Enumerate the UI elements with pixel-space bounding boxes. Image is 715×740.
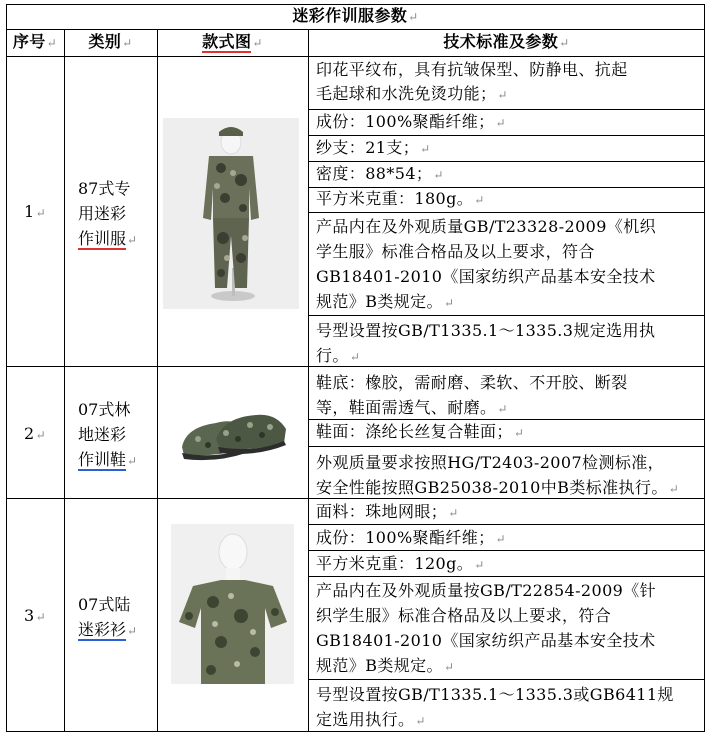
header-row-divider bbox=[6, 56, 705, 57]
row2-spec-2: 鞋面：涤纶长丝复合鞋面；↵ bbox=[316, 422, 525, 441]
col-divider bbox=[157, 29, 158, 732]
row2-spec-1: 鞋底：橡胶，需耐磨、柔软、不开胶、断裂 等，鞋面需透气、耐磨。↵ bbox=[316, 373, 628, 417]
spec-table bbox=[6, 4, 705, 732]
spec-divider bbox=[308, 212, 705, 213]
row1-spec-2: 成份：100%聚酯纤维；↵ bbox=[316, 112, 507, 131]
camo-uniform-photo bbox=[163, 118, 299, 309]
row3-spec-5: 号型设置按GB/T1335.1～1335.3或GB6411规 定选用执行。↵ bbox=[316, 685, 674, 729]
table-title: 迷彩作训服参数↵ bbox=[292, 6, 419, 25]
row1-spec-4: 密度：88*54；↵ bbox=[316, 164, 444, 183]
table-border-right bbox=[704, 4, 705, 732]
row1-spec-1: 印花平纹布，具有抗皱保型、防静电、抗起 毛起球和水洗免烫功能；↵ bbox=[316, 60, 628, 103]
row1-spec-3: 纱支：21支；↵ bbox=[316, 138, 431, 157]
camo-tshirt-photo bbox=[171, 524, 294, 684]
row2-no: 2↵ bbox=[23, 424, 47, 443]
col-divider bbox=[64, 29, 65, 732]
row3-style-image bbox=[171, 524, 294, 684]
spec-divider bbox=[308, 109, 705, 110]
spec-divider bbox=[308, 524, 705, 525]
spec-divider bbox=[308, 161, 705, 162]
row3-spec-1: 面料：珠地网眼；↵ bbox=[316, 502, 459, 521]
row3-spec-4: 产品内在及外观质量按GB/T22854-2009《针 织学生服》标准合格品及以上要求，符合 GB18401-2010《国家纺织产品基本安全技术 规范》B类规定。↵ bbox=[316, 581, 657, 675]
header-category: 类别↵ bbox=[88, 32, 133, 51]
row1-spec-5: 平方米克重：180g。↵ bbox=[316, 189, 485, 208]
header-no: 序号↵ bbox=[12, 32, 58, 51]
row1-style-image bbox=[163, 118, 299, 309]
header-style-image: 款式图↵ bbox=[202, 32, 263, 51]
spec-divider bbox=[308, 550, 705, 551]
row3-spec-2: 成份：100%聚酯纤维；↵ bbox=[316, 528, 507, 547]
spec-divider bbox=[308, 187, 705, 188]
row1-category: 87式专 用迷彩 作训服↵ bbox=[78, 179, 138, 248]
row1-no: 1↵ bbox=[23, 202, 47, 221]
table-border-top bbox=[6, 4, 705, 5]
row2-spec-3: 外观质量要求按照HG/T2403-2007检测标准， 安全性能按照GB25038-2010中B类标准执行。↵ bbox=[316, 453, 680, 497]
row1-spec-6: 产品内在及外观质量GB/T23328-2009《机织 学生服》标准合格品及以上要求，符合 GB18401-2010《国家纺织产品基本安全技术 规范》B类规定。↵ bbox=[316, 217, 657, 311]
col-divider bbox=[308, 29, 309, 732]
title-row-divider bbox=[6, 29, 705, 30]
header-specs: 技术标准及参数↵ bbox=[443, 32, 570, 51]
row2-category: 07式林 地迷彩 作训鞋↵ bbox=[78, 400, 138, 469]
camo-shoes-photo bbox=[176, 403, 292, 463]
row3-spec-3: 平方米克重：120g。↵ bbox=[316, 554, 485, 573]
row3-no: 3↵ bbox=[23, 606, 47, 625]
row2-style-image bbox=[176, 403, 292, 463]
row1-spec-7: 号型设置按GB/T1335.1～1335.3规定选用执 行。↵ bbox=[316, 321, 656, 365]
spec-divider bbox=[308, 446, 705, 447]
row3-category: 07式陆 迷彩衫↵ bbox=[78, 595, 138, 639]
spec-divider bbox=[308, 576, 705, 577]
spec-divider bbox=[308, 135, 705, 136]
